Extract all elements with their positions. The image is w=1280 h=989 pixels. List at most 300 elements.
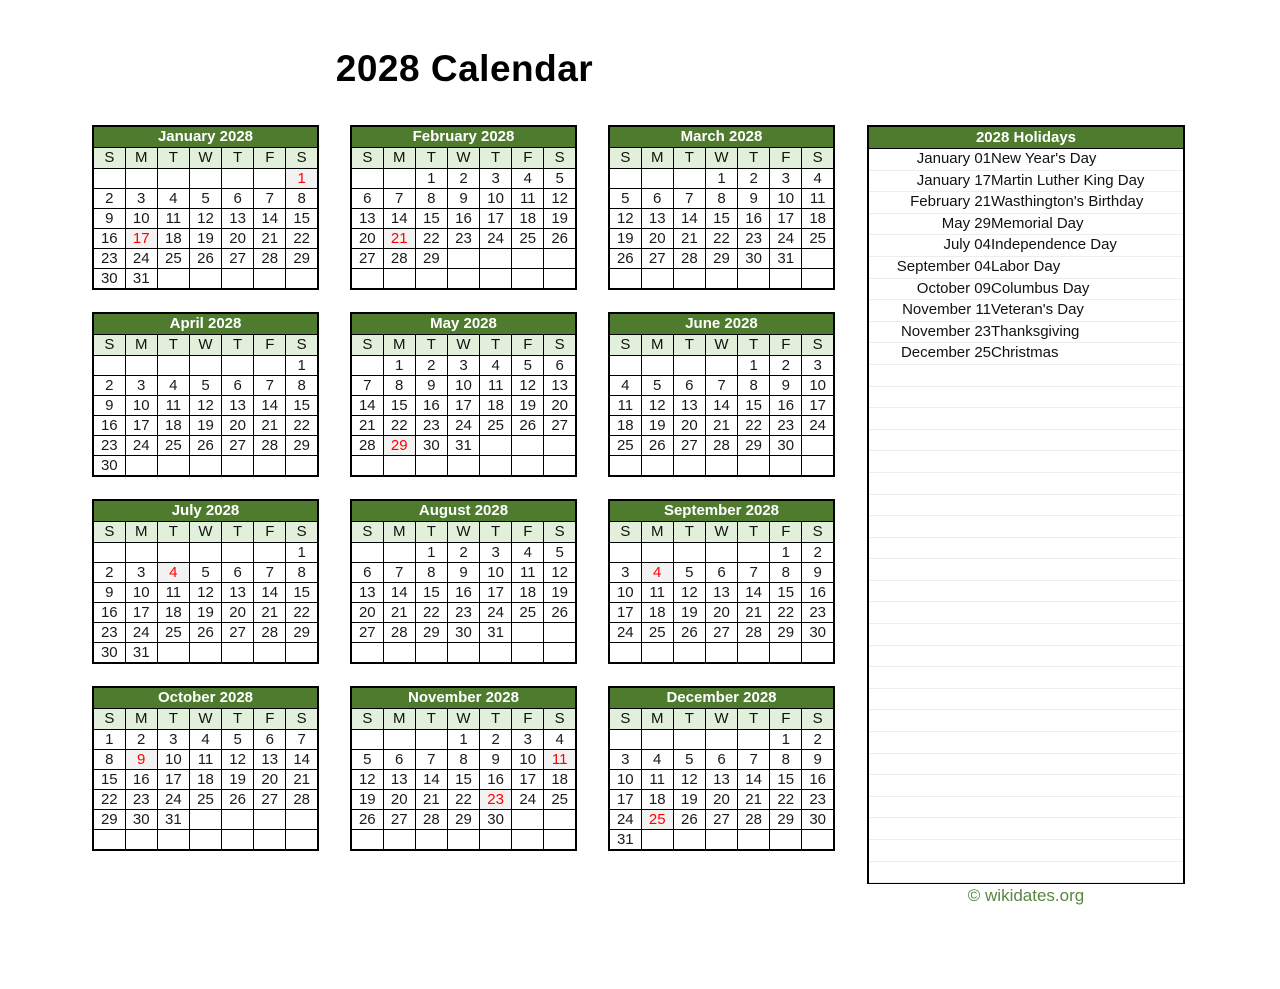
month-october-2028	[92, 686, 319, 851]
empty-cell	[641, 356, 673, 376]
holiday-empty-row	[869, 840, 1183, 862]
day-header: S	[286, 335, 318, 356]
date-february-2028-16: 16	[447, 209, 479, 229]
date-june-2028-29: 29	[738, 436, 770, 456]
empty-cell	[351, 643, 383, 664]
date-june-2028-2: 2	[770, 356, 802, 376]
holidays-panel-title: 2028 Holidays	[869, 127, 1183, 149]
date-october-2028-12: 12	[222, 750, 254, 770]
empty-cell	[802, 269, 834, 290]
month-january-2028	[92, 125, 319, 290]
empty-cell	[673, 169, 705, 189]
date-april-2028-19: 19	[189, 416, 221, 436]
empty-cell	[286, 810, 318, 830]
date-october-2028-29: 29	[93, 810, 125, 830]
empty-cell	[641, 830, 673, 851]
empty-cell	[673, 269, 705, 290]
date-june-2028-14: 14	[705, 396, 737, 416]
day-header: T	[738, 709, 770, 730]
day-header: M	[383, 709, 415, 730]
date-january-2028-24: 24	[125, 249, 157, 269]
date-may-2028-28: 28	[351, 436, 383, 456]
date-april-2028-7: 7	[254, 376, 286, 396]
day-header: T	[222, 148, 254, 169]
holiday-empty-row	[869, 753, 1183, 775]
day-header: T	[157, 148, 189, 169]
date-august-2028-11: 11	[512, 563, 544, 583]
date-january-2028-29: 29	[286, 249, 318, 269]
date-february-2028-19: 19	[544, 209, 576, 229]
empty-cell	[738, 643, 770, 664]
date-july-2028-17: 17	[125, 603, 157, 623]
date-december-2028-22: 22	[770, 790, 802, 810]
empty-cell	[802, 830, 834, 851]
holiday-empty-row	[869, 710, 1183, 732]
date-february-2028-5: 5	[544, 169, 576, 189]
date-july-2028-14: 14	[254, 583, 286, 603]
empty-cell	[189, 643, 221, 664]
empty-cell	[157, 543, 189, 563]
empty-cell	[609, 169, 641, 189]
empty-cell	[802, 436, 834, 456]
date-may-2028-21: 21	[351, 416, 383, 436]
date-september-2028-6: 6	[705, 563, 737, 583]
date-august-2028-28: 28	[383, 623, 415, 643]
empty-cell	[544, 623, 576, 643]
date-december-2028-26: 26	[673, 810, 705, 830]
day-header: M	[383, 522, 415, 543]
empty-cell	[157, 456, 189, 477]
date-december-2028-4: 4	[641, 750, 673, 770]
month-september-2028	[608, 499, 835, 664]
day-header: T	[222, 522, 254, 543]
date-june-2028-6: 6	[673, 376, 705, 396]
date-august-2028-8: 8	[415, 563, 447, 583]
date-january-2028-7: 7	[254, 189, 286, 209]
date-march-2028-20: 20	[641, 229, 673, 249]
date-december-2028-7: 7	[738, 750, 770, 770]
day-header: W	[705, 522, 737, 543]
empty-cell	[254, 356, 286, 376]
empty-cell	[222, 356, 254, 376]
empty-cell	[705, 730, 737, 750]
month-may-2028	[350, 312, 577, 477]
holiday-name: Memorial Day	[991, 213, 1183, 235]
empty-cell	[222, 810, 254, 830]
date-november-2028-2: 2	[480, 730, 512, 750]
date-february-2028-2: 2	[447, 169, 479, 189]
date-april-2028-16: 16	[93, 416, 125, 436]
day-header: T	[738, 522, 770, 543]
day-header: T	[157, 522, 189, 543]
day-header: M	[641, 148, 673, 169]
holiday-row	[869, 300, 1183, 322]
date-april-2028-3: 3	[125, 376, 157, 396]
holiday-empty-row	[869, 364, 1183, 386]
date-april-2028-23: 23	[93, 436, 125, 456]
empty-cell	[512, 269, 544, 290]
empty-cell	[93, 830, 125, 851]
day-header: W	[447, 148, 479, 169]
date-december-2028-30: 30	[802, 810, 834, 830]
empty-cell	[447, 456, 479, 477]
day-header: W	[447, 522, 479, 543]
date-march-2028-11: 11	[802, 189, 834, 209]
date-september-2028-3: 3	[609, 563, 641, 583]
empty-cell	[93, 169, 125, 189]
empty-cell	[189, 810, 221, 830]
empty-cell	[641, 169, 673, 189]
date-november-2028-14: 14	[415, 770, 447, 790]
date-october-2028-17: 17	[157, 770, 189, 790]
date-september-2028-13: 13	[705, 583, 737, 603]
day-header: F	[770, 709, 802, 730]
holidays-table	[869, 149, 1183, 883]
date-april-2028-12: 12	[189, 396, 221, 416]
day-header: S	[351, 335, 383, 356]
day-header: S	[286, 522, 318, 543]
day-header: T	[157, 709, 189, 730]
date-april-2028-10: 10	[125, 396, 157, 416]
empty-cell	[415, 830, 447, 851]
empty-cell	[512, 249, 544, 269]
date-october-2028-27: 27	[254, 790, 286, 810]
date-january-2028-8: 8	[286, 189, 318, 209]
empty-cell	[673, 543, 705, 563]
date-april-2028-24: 24	[125, 436, 157, 456]
date-november-2028-5: 5	[351, 750, 383, 770]
day-header: S	[93, 335, 125, 356]
date-july-2028-16: 16	[93, 603, 125, 623]
empty-cell	[705, 830, 737, 851]
empty-cell	[770, 456, 802, 477]
date-may-2028-20: 20	[544, 396, 576, 416]
empty-cell	[512, 810, 544, 830]
date-june-2028-28: 28	[705, 436, 737, 456]
empty-cell	[544, 249, 576, 269]
holiday-name: Labor Day	[991, 256, 1183, 278]
date-february-2028-15: 15	[415, 209, 447, 229]
date-june-2028-16: 16	[770, 396, 802, 416]
date-september-2028-2: 2	[802, 543, 834, 563]
date-march-2028-31: 31	[770, 249, 802, 269]
date-march-2028-1: 1	[705, 169, 737, 189]
date-may-2028-5: 5	[512, 356, 544, 376]
date-october-2028-25: 25	[189, 790, 221, 810]
holiday-empty-row	[869, 645, 1183, 667]
holiday-date: February 21	[869, 192, 991, 214]
holiday-name: Thanksgiving	[991, 321, 1183, 343]
date-december-2028-14: 14	[738, 770, 770, 790]
day-header: F	[770, 522, 802, 543]
empty-cell	[351, 169, 383, 189]
empty-cell	[480, 830, 512, 851]
day-header: T	[738, 335, 770, 356]
empty-cell	[705, 543, 737, 563]
date-september-2028-4: 4	[641, 563, 673, 583]
date-august-2028-17: 17	[480, 583, 512, 603]
date-may-2028-29: 29	[383, 436, 415, 456]
date-march-2028-21: 21	[673, 229, 705, 249]
date-august-2028-4: 4	[512, 543, 544, 563]
date-december-2028-17: 17	[609, 790, 641, 810]
month-title: July 2028	[93, 500, 318, 522]
date-december-2028-15: 15	[770, 770, 802, 790]
date-september-2028-11: 11	[641, 583, 673, 603]
date-april-2028-26: 26	[189, 436, 221, 456]
empty-cell	[544, 436, 576, 456]
date-june-2028-18: 18	[609, 416, 641, 436]
date-june-2028-26: 26	[641, 436, 673, 456]
date-february-2028-8: 8	[415, 189, 447, 209]
date-april-2028-14: 14	[254, 396, 286, 416]
date-december-2028-11: 11	[641, 770, 673, 790]
empty-cell	[480, 269, 512, 290]
day-header: S	[609, 335, 641, 356]
day-header: F	[254, 335, 286, 356]
date-january-2028-15: 15	[286, 209, 318, 229]
date-february-2028-28: 28	[383, 249, 415, 269]
day-header: F	[512, 148, 544, 169]
empty-cell	[383, 456, 415, 477]
date-january-2028-4: 4	[157, 189, 189, 209]
date-october-2028-8: 8	[93, 750, 125, 770]
date-january-2028-16: 16	[93, 229, 125, 249]
date-september-2028-23: 23	[802, 603, 834, 623]
day-header: W	[705, 148, 737, 169]
date-december-2028-3: 3	[609, 750, 641, 770]
empty-cell	[125, 456, 157, 477]
date-may-2028-16: 16	[415, 396, 447, 416]
date-may-2028-6: 6	[544, 356, 576, 376]
date-december-2028-27: 27	[705, 810, 737, 830]
date-december-2028-28: 28	[738, 810, 770, 830]
holiday-empty-row	[869, 429, 1183, 451]
holiday-row	[869, 256, 1183, 278]
day-header: M	[383, 335, 415, 356]
date-february-2028-9: 9	[447, 189, 479, 209]
date-may-2028-15: 15	[383, 396, 415, 416]
empty-cell	[351, 830, 383, 851]
date-july-2028-1: 1	[286, 543, 318, 563]
day-header: S	[544, 148, 576, 169]
empty-cell	[609, 643, 641, 664]
date-march-2028-28: 28	[673, 249, 705, 269]
month-title: August 2028	[351, 500, 576, 522]
date-july-2028-23: 23	[93, 623, 125, 643]
holiday-name: New Year's Day	[991, 149, 1183, 170]
date-may-2028-24: 24	[447, 416, 479, 436]
date-april-2028-17: 17	[125, 416, 157, 436]
empty-cell	[125, 356, 157, 376]
date-march-2028-18: 18	[802, 209, 834, 229]
date-october-2028-14: 14	[286, 750, 318, 770]
date-january-2028-5: 5	[189, 189, 221, 209]
day-header: S	[93, 148, 125, 169]
date-june-2028-12: 12	[641, 396, 673, 416]
date-december-2028-1: 1	[770, 730, 802, 750]
empty-cell	[189, 456, 221, 477]
date-november-2028-25: 25	[544, 790, 576, 810]
date-february-2028-22: 22	[415, 229, 447, 249]
date-july-2028-30: 30	[93, 643, 125, 664]
empty-cell	[544, 269, 576, 290]
date-june-2028-30: 30	[770, 436, 802, 456]
day-header: F	[512, 709, 544, 730]
date-october-2028-9: 9	[125, 750, 157, 770]
date-january-2028-27: 27	[222, 249, 254, 269]
holiday-date: November 23	[869, 321, 991, 343]
date-january-2028-6: 6	[222, 189, 254, 209]
day-header: W	[705, 335, 737, 356]
date-july-2028-13: 13	[222, 583, 254, 603]
date-march-2028-15: 15	[705, 209, 737, 229]
date-march-2028-17: 17	[770, 209, 802, 229]
empty-cell	[415, 269, 447, 290]
date-november-2028-4: 4	[544, 730, 576, 750]
date-july-2028-12: 12	[189, 583, 221, 603]
wikidates-link[interactable]: © wikidates.org	[967, 886, 1085, 905]
date-july-2028-2: 2	[93, 563, 125, 583]
date-august-2028-23: 23	[447, 603, 479, 623]
date-march-2028-29: 29	[705, 249, 737, 269]
empty-cell	[609, 456, 641, 477]
date-november-2028-19: 19	[351, 790, 383, 810]
empty-cell	[480, 249, 512, 269]
day-header: S	[609, 709, 641, 730]
empty-cell	[222, 269, 254, 290]
day-header: S	[544, 335, 576, 356]
date-october-2028-13: 13	[254, 750, 286, 770]
day-header: W	[447, 709, 479, 730]
date-june-2028-19: 19	[641, 416, 673, 436]
date-february-2028-13: 13	[351, 209, 383, 229]
date-november-2028-30: 30	[480, 810, 512, 830]
day-header: T	[480, 709, 512, 730]
date-october-2028-24: 24	[157, 790, 189, 810]
date-may-2028-10: 10	[447, 376, 479, 396]
day-header: T	[480, 522, 512, 543]
date-september-2028-20: 20	[705, 603, 737, 623]
date-july-2028-15: 15	[286, 583, 318, 603]
date-july-2028-26: 26	[189, 623, 221, 643]
date-september-2028-24: 24	[609, 623, 641, 643]
date-september-2028-29: 29	[770, 623, 802, 643]
date-august-2028-13: 13	[351, 583, 383, 603]
empty-cell	[415, 643, 447, 664]
date-april-2028-29: 29	[286, 436, 318, 456]
date-september-2028-18: 18	[641, 603, 673, 623]
date-august-2028-22: 22	[415, 603, 447, 623]
date-august-2028-14: 14	[383, 583, 415, 603]
date-july-2028-20: 20	[222, 603, 254, 623]
empty-cell	[286, 269, 318, 290]
date-february-2028-27: 27	[351, 249, 383, 269]
empty-cell	[770, 830, 802, 851]
date-february-2028-23: 23	[447, 229, 479, 249]
date-november-2028-23: 23	[480, 790, 512, 810]
date-april-2028-8: 8	[286, 376, 318, 396]
day-header: F	[254, 709, 286, 730]
date-october-2028-20: 20	[254, 770, 286, 790]
date-march-2028-5: 5	[609, 189, 641, 209]
date-july-2028-24: 24	[125, 623, 157, 643]
date-august-2028-27: 27	[351, 623, 383, 643]
date-march-2028-16: 16	[738, 209, 770, 229]
date-may-2028-17: 17	[447, 396, 479, 416]
date-july-2028-5: 5	[189, 563, 221, 583]
date-july-2028-29: 29	[286, 623, 318, 643]
date-august-2028-18: 18	[512, 583, 544, 603]
date-february-2028-14: 14	[383, 209, 415, 229]
date-september-2028-15: 15	[770, 583, 802, 603]
date-may-2028-11: 11	[480, 376, 512, 396]
empty-cell	[544, 456, 576, 477]
date-march-2028-2: 2	[738, 169, 770, 189]
date-april-2028-6: 6	[222, 376, 254, 396]
empty-cell	[512, 623, 544, 643]
empty-cell	[286, 456, 318, 477]
day-header: S	[609, 148, 641, 169]
holiday-row	[869, 235, 1183, 257]
date-november-2028-17: 17	[512, 770, 544, 790]
date-may-2028-22: 22	[383, 416, 415, 436]
date-october-2028-28: 28	[286, 790, 318, 810]
month-march-2028	[608, 125, 835, 290]
holiday-empty-row	[869, 602, 1183, 624]
date-november-2028-18: 18	[544, 770, 576, 790]
day-header: T	[415, 709, 447, 730]
day-header: T	[415, 522, 447, 543]
date-december-2028-9: 9	[802, 750, 834, 770]
day-header: T	[157, 335, 189, 356]
day-header: T	[673, 709, 705, 730]
empty-cell	[544, 643, 576, 664]
date-october-2028-21: 21	[286, 770, 318, 790]
date-december-2028-16: 16	[802, 770, 834, 790]
date-january-2028-11: 11	[157, 209, 189, 229]
day-header: T	[480, 148, 512, 169]
day-header: T	[222, 709, 254, 730]
empty-cell	[383, 543, 415, 563]
empty-cell	[641, 543, 673, 563]
holiday-empty-row	[869, 580, 1183, 602]
date-march-2028-30: 30	[738, 249, 770, 269]
date-july-2028-25: 25	[157, 623, 189, 643]
date-june-2028-27: 27	[673, 436, 705, 456]
month-july-2028	[92, 499, 319, 664]
empty-cell	[125, 543, 157, 563]
empty-cell	[157, 830, 189, 851]
date-march-2028-3: 3	[770, 169, 802, 189]
date-august-2028-20: 20	[351, 603, 383, 623]
holiday-date: October 09	[869, 278, 991, 300]
date-september-2028-27: 27	[705, 623, 737, 643]
date-january-2028-28: 28	[254, 249, 286, 269]
date-march-2028-9: 9	[738, 189, 770, 209]
holiday-date: September 04	[869, 256, 991, 278]
date-march-2028-26: 26	[609, 249, 641, 269]
date-january-2028-13: 13	[222, 209, 254, 229]
date-november-2028-1: 1	[447, 730, 479, 750]
empty-cell	[544, 830, 576, 851]
date-december-2028-8: 8	[770, 750, 802, 770]
empty-cell	[351, 456, 383, 477]
day-header: T	[673, 335, 705, 356]
date-september-2028-22: 22	[770, 603, 802, 623]
month-april-2028	[92, 312, 319, 477]
holiday-name: Independence Day	[991, 235, 1183, 257]
